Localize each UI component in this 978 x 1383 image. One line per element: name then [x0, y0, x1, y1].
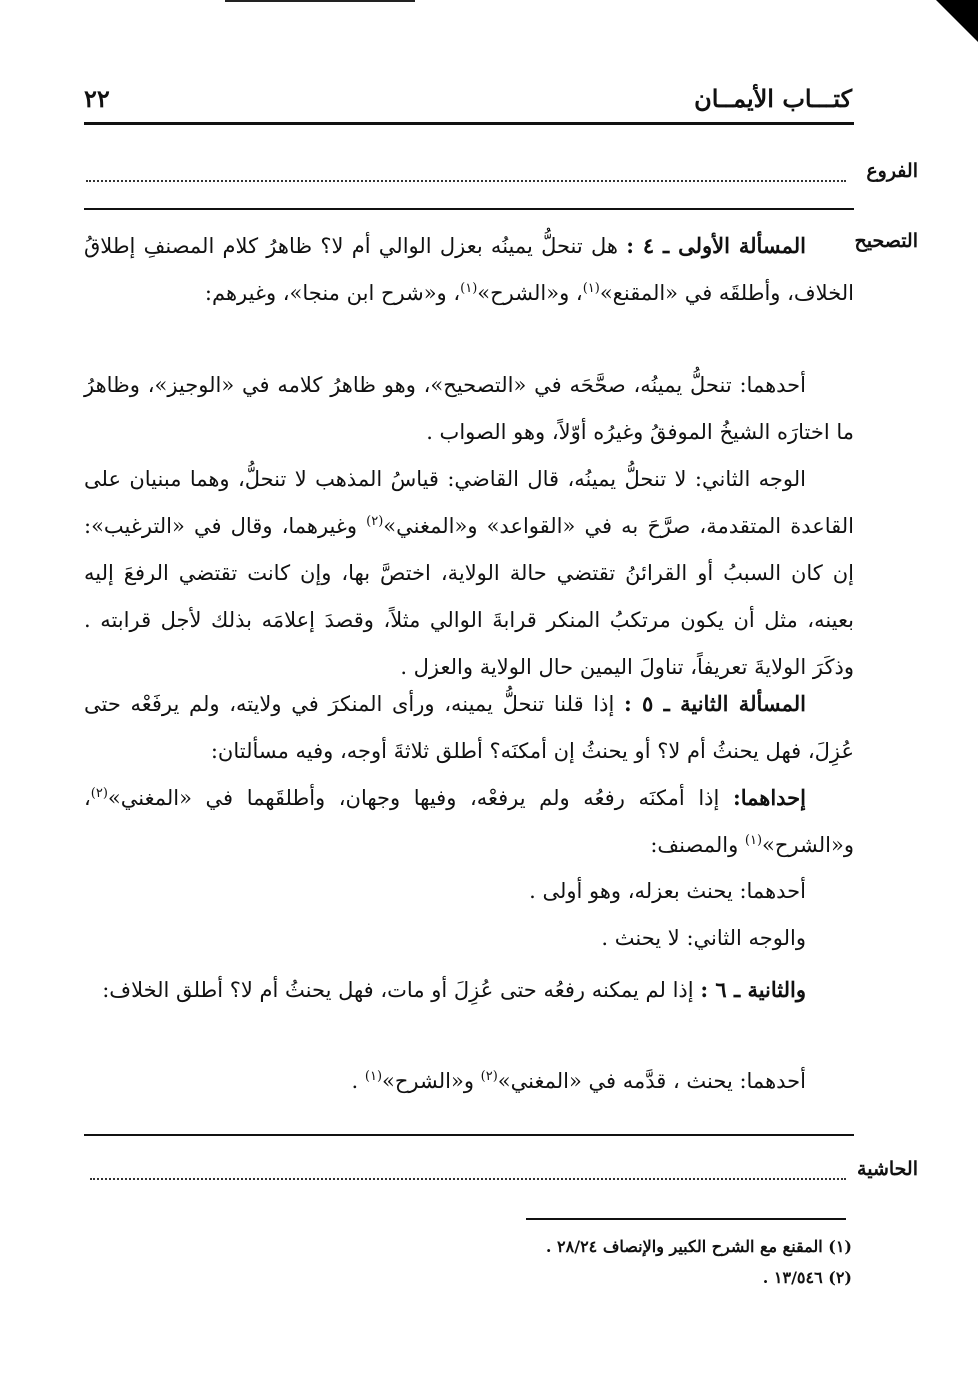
- thaniya-heading: والثانية ـ ٦ :: [700, 977, 806, 1002]
- masala-1-text-b: ، و«الشرح»: [477, 281, 583, 305]
- furu-dotted-line: [86, 180, 846, 182]
- label-tashih: التصحيح: [854, 230, 918, 252]
- label-hashiya: الحاشية: [857, 1158, 918, 1180]
- tashih-rule: [84, 1134, 854, 1136]
- second-view-text-a: الوجه الثاني: لا تنحلُّ يمينُه، قال القاضي: قياسُ المذهب لا تنحلُّ، وهما مبنيان على القاعدة المتقدمة، صرَّحَ به في «القواعد» و«المغني»: [84, 467, 854, 538]
- paragraph-ihdahuma: [84, 774, 854, 869]
- footnote-separator: [526, 1218, 846, 1220]
- ihdahuma-text-c: والمصنف:: [650, 833, 745, 857]
- top-edge-line: [225, 0, 415, 2]
- masala-2-heading: المسألة الثانية ـ ٥ :: [623, 691, 806, 716]
- page-number: ٢٢: [84, 84, 110, 113]
- second-view-text-b: وغيرهما، وقال في «الترغيب»: إن كان السببُ أو القرائنُ تقتضي حالة الولاية، اختصَّ بها، وإن كانت تقتضي الرفعَ إليه بعينه، مثل أن يكون مرتكبُ المنكر قرابةَ الوالي مثلاً، وقصدَ إعلامَه بذلك لأجل قرابته . وذكَرَ الولايةَ تعريفاً، تناولَ اليمين حال الولاية والعزل .: [84, 514, 854, 679]
- thaniya-view-text-c: .: [351, 1069, 365, 1093]
- thaniya-view-text-a: أحدهما: يحنث ، قدَّمه في «المغني»: [497, 1069, 806, 1093]
- footnote-1: (١) المقنع مع الشرح الكبير والإنصاف ٢٨/٢٤ .: [545, 1237, 852, 1256]
- paragraph-view-2: والوجه الثاني: لا يحنث .: [601, 926, 806, 950]
- masala-1-heading: المسألة الأولى ـ ٤ :: [626, 233, 806, 258]
- footnote-ref: (٢): [366, 514, 384, 529]
- hashiya-dotted-line: [90, 1178, 846, 1180]
- furu-rule: [84, 208, 854, 210]
- paragraph-first-view: أحدهما: تنحلُّ يمينُه، صحَّحَه في «التصحيح»، وهو ظاهرُ كلامه في «الوجيز»، وظاهرُ ما اختارَه الشيخُ الموفقُ وغيرُه أوّلاً، وهو الصواب .: [84, 373, 854, 444]
- book-title: كتـــاب الأيمــان: [694, 84, 852, 113]
- footnote-ref: (١): [364, 1069, 383, 1084]
- header-rule: [84, 122, 854, 125]
- paragraph-masala-2: [84, 680, 854, 775]
- footnote-ref: (١): [744, 833, 763, 848]
- label-furu: الفروع: [866, 160, 918, 182]
- page-header: [84, 84, 852, 124]
- footnote-ref: (٢): [90, 786, 108, 801]
- masala-2-text: إذا قلنا تنحلُّ يمينه، ورأى المنكرَ في ولايته، ولم يرفَعْه حتى عُزِلَ، فهل يحنثُ أم لا؟ أو يحنثُ إن أمكنَه؟ أطلق ثلاثةَ أوجه، وفيه مسألتان:: [84, 692, 854, 763]
- masala-1-text-c: ، و«شرح ابن منجا»، وغيرهم:: [204, 281, 461, 305]
- ihdahuma-text-b: ، و«الشرح»: [84, 786, 854, 857]
- paragraph-masala-1: [84, 222, 854, 317]
- thaniya-text: إذا لم يمكنه رفعُه حتى عُزِلَ أو مات، فهل يحنثُ أم لا؟ أطلق الخلاف:: [102, 978, 701, 1002]
- ihdahuma-text-a: إذا أمكنَه رفعُه ولم يرفعْه، وفيها وجهان، وأطلقَهما في «المغني»: [107, 786, 733, 810]
- footnote-ref: (١): [460, 281, 478, 296]
- thaniya-view-text-b: و«الشرح»: [382, 1069, 481, 1093]
- footnote-ref: (٢): [480, 1069, 498, 1084]
- paragraph-thaniya-view: [84, 1058, 854, 1105]
- ihdahuma-heading: إحداهما:: [732, 785, 806, 810]
- footnote-ref: (١): [582, 281, 600, 296]
- masala-1-text-a: هل تنحلُّ يمينُه بعزل الوالي أم لا؟ ظاهرُ كلام المصنفِ إطلاقُ الخلاف، وأطلقَه في «المقنع»: [84, 234, 854, 305]
- footnote-2: (٢) ١٣/٥٤٦ .: [762, 1268, 852, 1287]
- paragraph-second-view: [84, 456, 854, 691]
- paragraph-view-1: أحدهما: يحنث بعزله، وهو أولى .: [529, 879, 806, 903]
- page-corner-marker: [936, 0, 978, 42]
- paragraph-thaniya: [84, 966, 854, 1014]
